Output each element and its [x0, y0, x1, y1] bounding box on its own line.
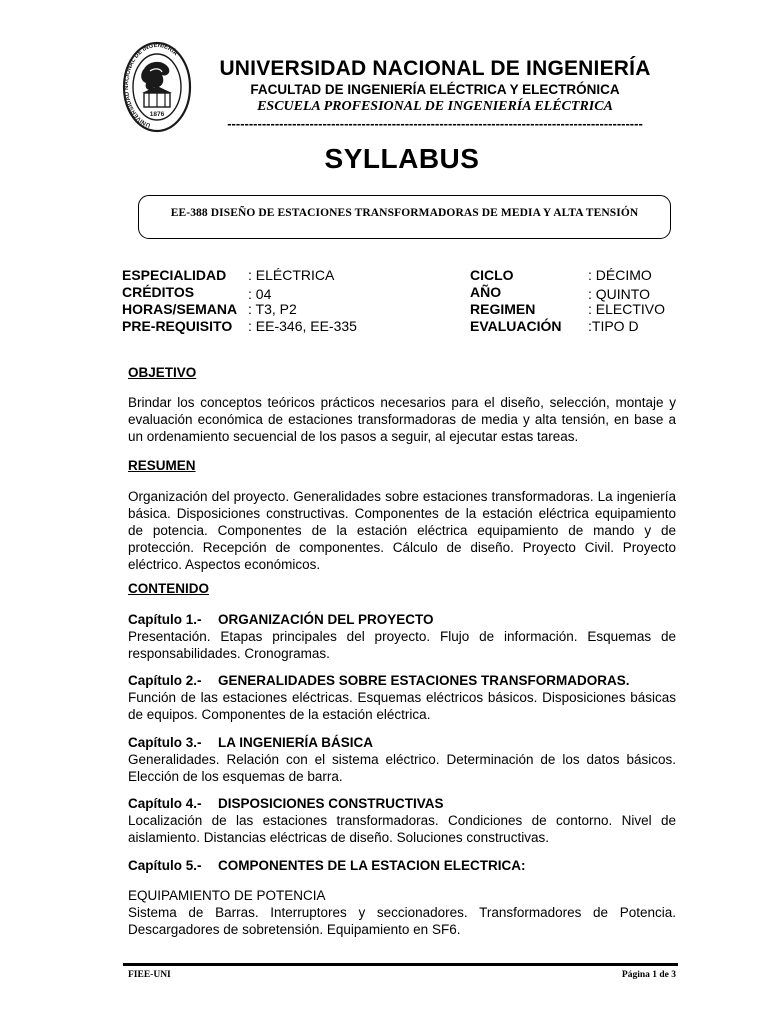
info-label-especialidad: ESPECIALIDAD [122, 267, 227, 283]
footer-page-number: Página 1 de 3 [621, 970, 676, 980]
info-value-especialidad: : ELÉCTRICA [248, 267, 335, 283]
sub-heading: EQUIPAMIENTO DE POTENCIA [128, 888, 326, 903]
chapter-text: Generalidades. Relación con el sistema eléctrico. Determinación de los datos básicos. Elección de los esquemas de barra. [128, 752, 676, 784]
course-title-box [138, 195, 671, 239]
resumen-text: Organización del proyecto. Generalidades sobre estaciones transformadoras. La ingeniería básica. Disposiciones constructivas. Componentes de la estación eléctrica equipamiento de potencia. Componentes de la estación eléctrica equipamiento de mando y de protección. Recepción de componentes. Cálculo de diseño. Proyecto Civil. Proyecto eléctrico. Aspectos económicos. [128, 489, 676, 572]
info-label-evaluacion: EVALUACIÓN [470, 318, 562, 334]
chapter-title: DISPOSICIONES CONSTRUCTIVAS [218, 796, 444, 811]
seal-ring-text: UNIVERSIDAD NACIONAL DE INGENIERÍA [124, 42, 179, 128]
chapter-number: Capítulo 1.- [128, 612, 202, 627]
chapter-number: Capítulo 3.- [128, 735, 202, 750]
objetivo-heading: OBJETIVO [128, 365, 197, 380]
chapter-number: Capítulo 4.- [128, 796, 202, 811]
header-dashed-separator: ------------------------------------------------------------------------------------------------ [227, 116, 643, 131]
chapter-number: Capítulo 5.- [128, 858, 202, 873]
chapter-title: GENERALIDADES SOBRE ESTACIONES TRANSFORMADORAS. [218, 673, 630, 688]
chapter-2 [128, 672, 676, 723]
faculty-name: FACULTAD DE INGENIERÍA ELÉCTRICA Y ELECTRÓNICA [250, 82, 620, 97]
footer-left: FIEE-UNI [128, 970, 171, 980]
chapter-title: ORGANIZACIÓN DEL PROYECTO [218, 612, 434, 627]
sub-text: Sistema de Barras. Interruptores y seccionadores. Transformadores de Potencia. Descargadores de sobretensión. Equipamiento en SF6. [128, 905, 676, 937]
chapter-text: Localización de las estaciones transformadoras. Condiciones de contorno. Nivel de aislamiento. Distancias eléctricas de diseño. Soluciones constructivas. [128, 813, 676, 845]
seal-year: 1876 [149, 111, 165, 118]
info-label-ciclo: CICLO [470, 267, 514, 283]
school-name: ESCUELA PROFESIONAL DE INGENIERÍA ELÉCTRICA [257, 99, 613, 114]
info-label-prerequisito: PRE-REQUISITO [122, 318, 233, 334]
university-seal [122, 41, 192, 133]
info-label-regimen: REGIMEN [470, 301, 536, 317]
course-info-right [470, 267, 680, 337]
info-value-evaluacion: :TIPO D [588, 318, 639, 334]
footer-divider [123, 963, 678, 966]
course-title: EE-388 DISEÑO DE ESTACIONES TRANSFORMADORAS DE MEDIA Y ALTA TENSIÓN [170, 207, 639, 219]
chapter-number: Capítulo 2.- [128, 673, 202, 688]
contenido-heading: CONTENIDO [128, 581, 209, 596]
document-title: SYLLABUS [324, 143, 480, 174]
info-value-creditos: : 04 [248, 286, 272, 302]
university-seal-icon [122, 41, 192, 133]
chapter-text: Presentación. Etapas principales del proyecto. Flujo de información. Esquemas de responsabilidades. Cronogramas. [128, 629, 676, 661]
chapter-text: Función de las estaciones eléctricas. Esquemas eléctricos básicos. Disposiciones básicas de equipos. Componentes de la estación eléctrica. [128, 690, 676, 722]
info-value-prerequisito: : EE-346, EE-335 [248, 318, 357, 334]
info-value-ano: : QUINTO [588, 286, 650, 302]
chapter-5 [128, 857, 676, 874]
resumen-heading: RESUMEN [128, 458, 196, 473]
info-value-ciclo: : DÉCIMO [588, 267, 652, 283]
university-name: UNIVERSIDAD NACIONAL DE INGENIERÍA [219, 57, 651, 80]
info-label-ano: AÑO [470, 284, 502, 300]
chapter-3 [128, 734, 676, 785]
chapter-1 [128, 611, 676, 662]
equipamiento-potencia [128, 887, 676, 938]
objetivo-text: Brindar los conceptos teóricos prácticos necesarios para el diseño, selección, montaje y evaluación económica de estaciones transformadoras de media y alta tensión, en base a un ordenamiento secuencial de los pasos a seguir, al ejecutar estas tareas. [128, 395, 676, 444]
course-info-left [122, 267, 372, 337]
info-label-horas: HORAS/SEMANA [122, 301, 238, 317]
info-label-creditos: CRÉDITOS [122, 284, 195, 300]
info-value-regimen: : ELECTIVO [588, 301, 666, 317]
chapter-title: COMPONENTES DE LA ESTACION ELECTRICA: [218, 858, 526, 873]
info-value-horas: : T3, P2 [248, 301, 297, 317]
chapter-4 [128, 795, 676, 846]
chapter-title: LA INGENIERÍA BÁSICA [218, 735, 374, 750]
